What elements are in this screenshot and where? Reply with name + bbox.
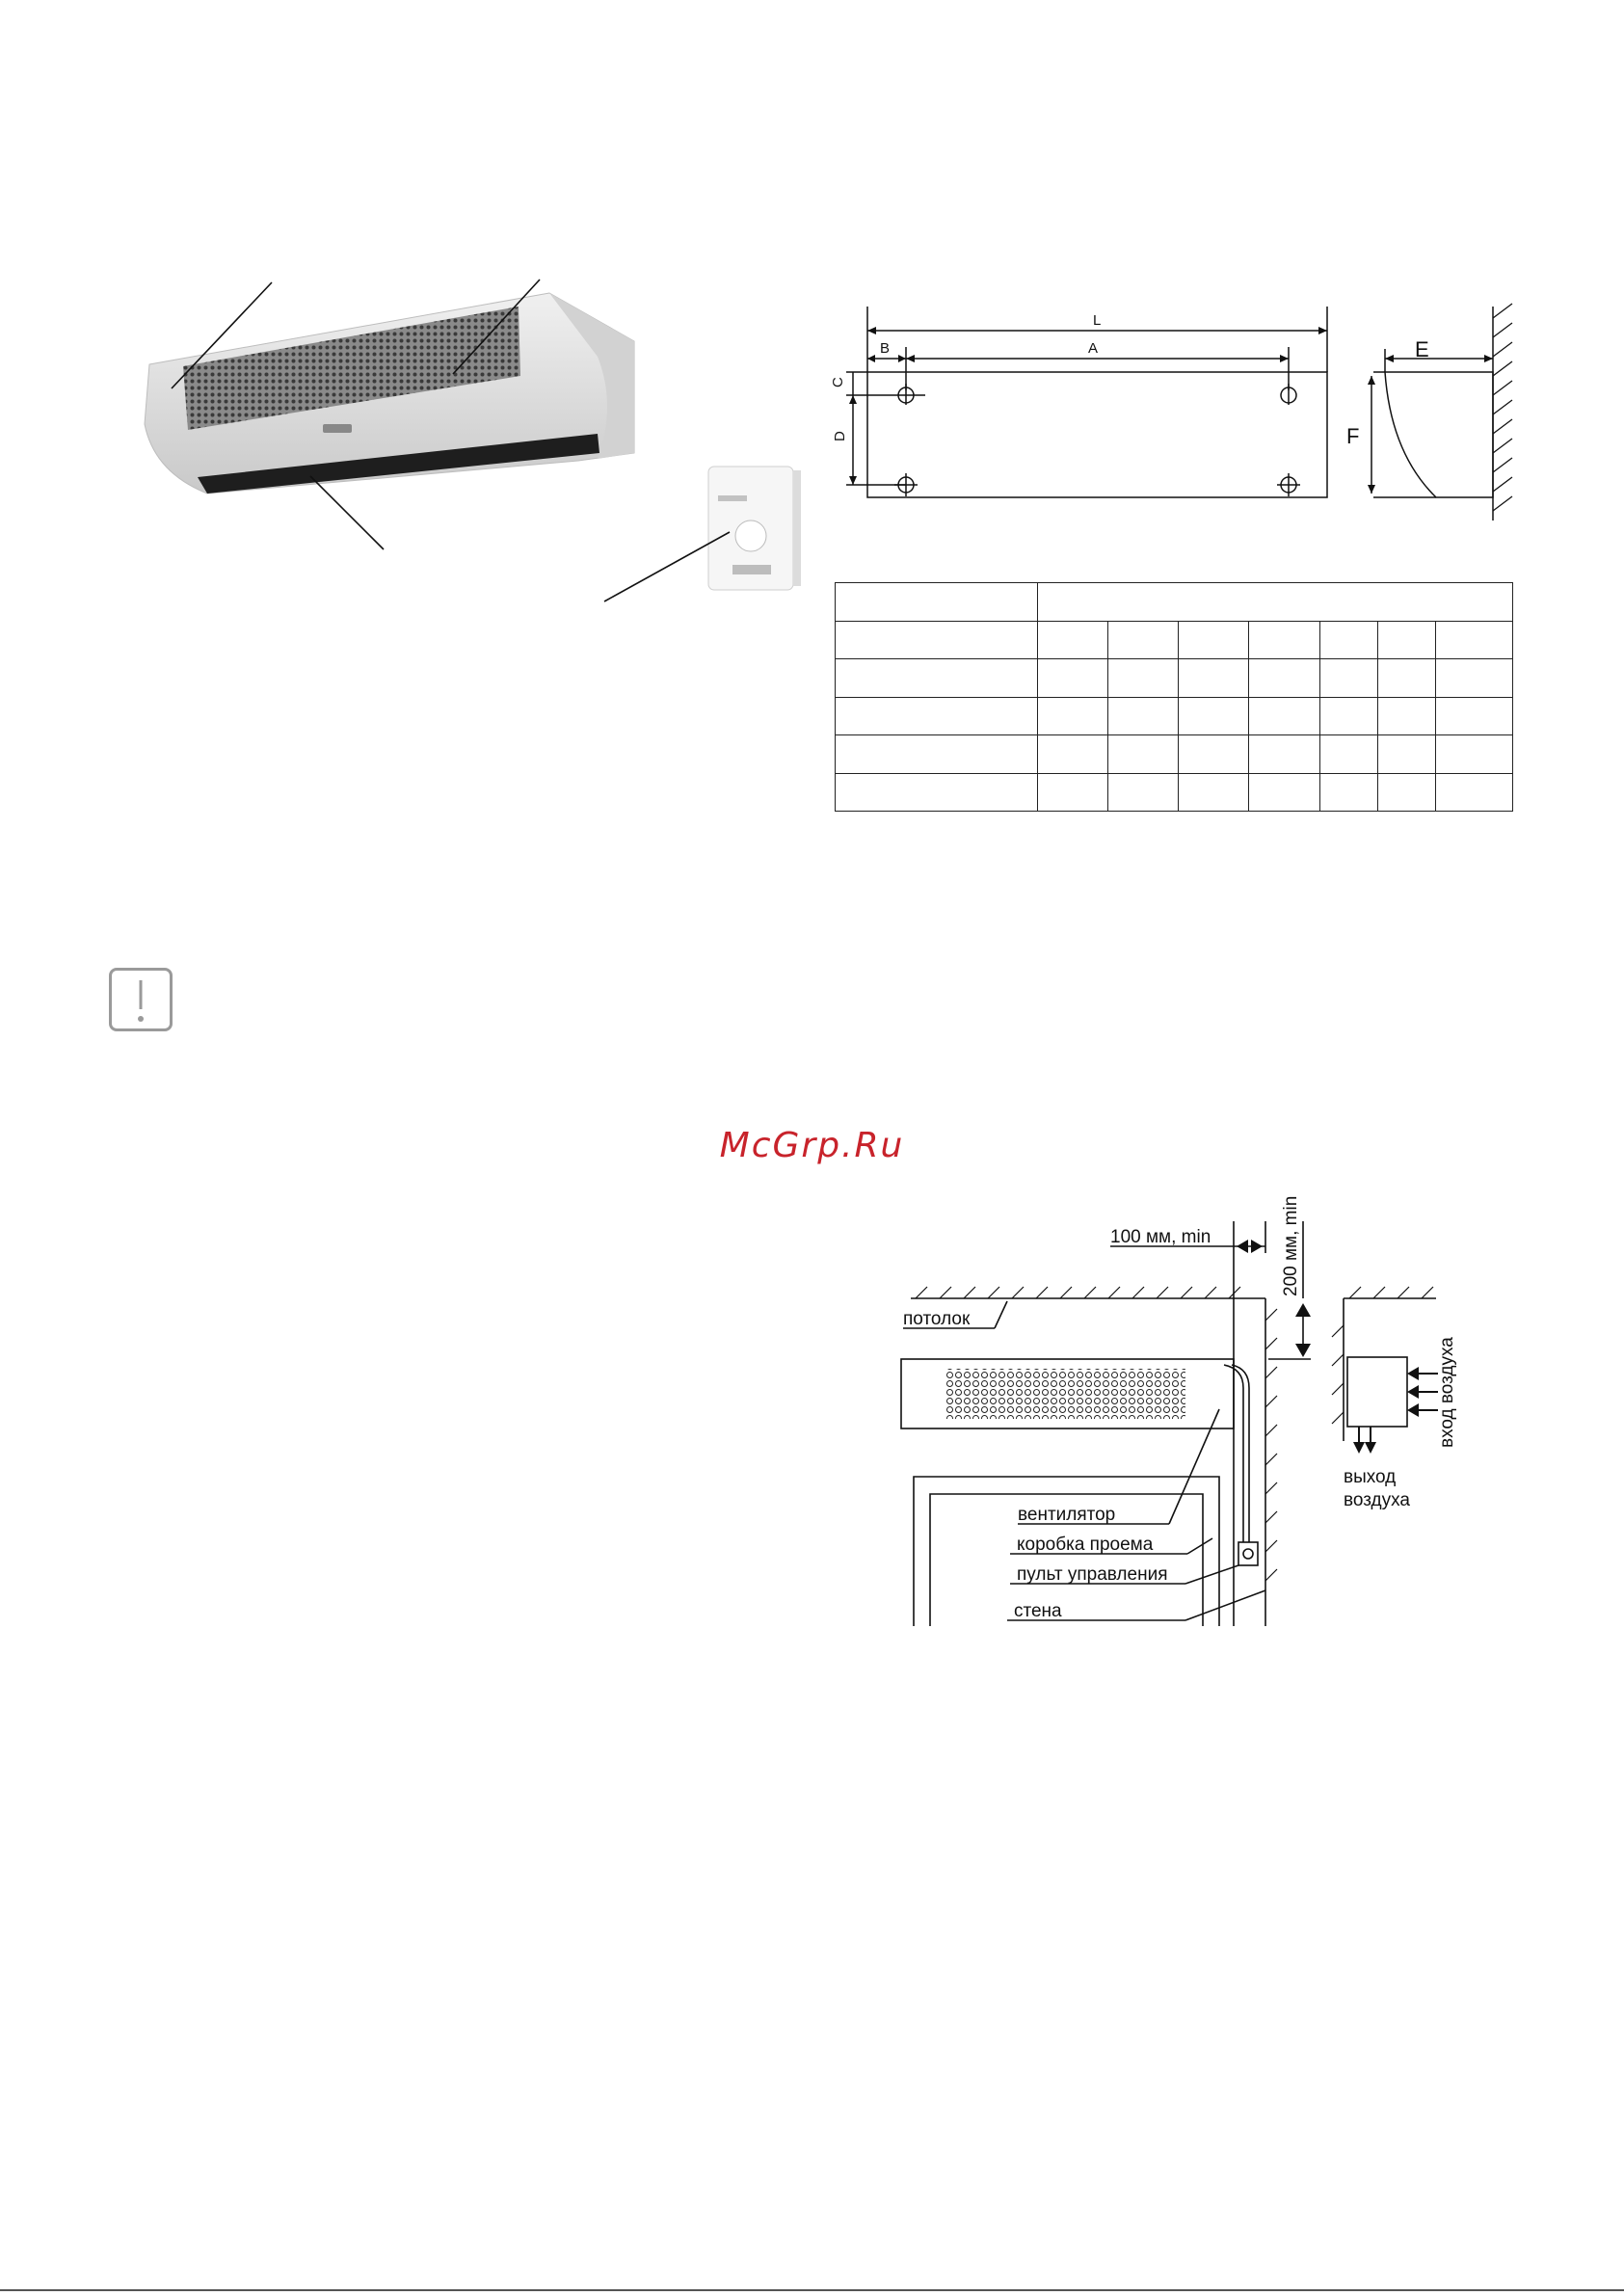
label-door-frame: коробка проема	[1017, 1535, 1154, 1555]
label-dim-200mm: 200 мм, min	[1281, 1195, 1301, 1296]
footer-rule	[0, 2289, 1624, 2291]
control-panel-box	[1238, 1542, 1258, 1565]
watermark: McGrp.Ru	[719, 1126, 905, 1165]
dim-label-C: C	[830, 377, 846, 387]
unit-grille	[945, 1369, 1185, 1419]
label-control-panel: пульт управления	[1017, 1564, 1168, 1585]
label-air-outlet-2: воздуха	[1344, 1490, 1410, 1510]
dim-label-D: D	[832, 431, 848, 441]
label-ceiling: потолок	[903, 1309, 971, 1329]
dim-label-E: E	[1415, 337, 1429, 361]
installation-hatching	[916, 1287, 1433, 1581]
dim-label-F: F	[1346, 424, 1360, 448]
label-wall: стена	[1014, 1601, 1062, 1621]
label-fan: вентилятор	[1018, 1505, 1116, 1525]
dim-label-B: B	[880, 340, 891, 357]
label-dim-100mm: 100 мм, min	[1110, 1227, 1211, 1247]
label-air-inlet: вход воздуха	[1437, 1337, 1457, 1448]
dim-label-L: L	[1093, 312, 1102, 329]
label-air-outlet-1: выход	[1344, 1467, 1397, 1487]
dim-label-A: A	[1088, 340, 1099, 357]
